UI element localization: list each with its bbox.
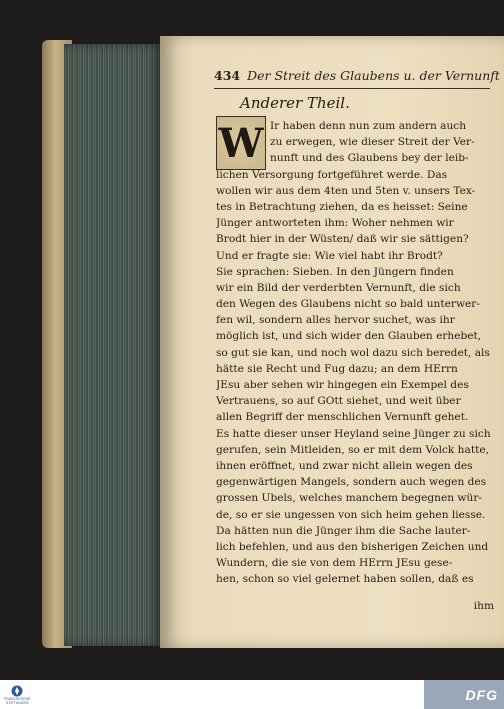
text-line: Jünger antworteten ihm: Woher nehmen wir: [216, 217, 454, 230]
book-page: [160, 36, 504, 648]
text-line: Sie sprachen: Sieben. In den Jüngern finden: [216, 265, 454, 278]
header-rule: [214, 88, 490, 89]
text-line: den Wegen des Glaubens nicht so bald unterwer-: [216, 298, 480, 311]
running-head: Der Streit des Glaubens u. der Vernunft: [247, 68, 500, 83]
text-line: Wundern, die sie von dem HErrn JEsu gese-: [216, 557, 453, 570]
dfg-logo-bar[interactable]: [424, 680, 504, 709]
text-line: Brodt hier in der Wüsten/ daß wir sie sättigen?: [216, 233, 469, 246]
text-line: de, so er sie ungessen von sich heim gehen liesse.: [216, 508, 486, 521]
text-line: zu erwegen, wie dieser Streit der Ver-: [270, 136, 475, 149]
text-line: tes in Betrachtung ziehen, da es heisset: Seine: [216, 200, 468, 213]
text-line: ihnen eröffnet, und zwar nicht allein wegen des: [216, 459, 473, 472]
text-line: lichen Versorgung fortgeführet werde. Das: [216, 168, 448, 181]
text-line: fen wil, sondern alles hervor suchet, was ihr: [216, 314, 455, 327]
institution-logo[interactable]: [4, 685, 30, 705]
text-line: Da hätten nun die Jünger ihm die Sache lauter-: [216, 524, 471, 537]
text-line: JEsu aber sehen wir hingegen ein Exempel des: [216, 379, 469, 391]
seal-icon: [11, 685, 23, 697]
text-line: Vertrauens, so auf GOtt siehet, und weit über: [216, 395, 461, 408]
text-line: allen Begriff der menschlichen Vernunft gehet.: [216, 411, 469, 424]
decorated-initial: W: [216, 116, 266, 170]
text-line: wir ein Bild der verderbten Vernunft, die sich: [216, 281, 461, 294]
text-line: wollen wir aus dem 4ten und 5ten v. unsers Tex-: [216, 184, 476, 197]
text-line: Ir haben denn nun zum andern auch: [270, 120, 467, 132]
text-line: so gut sie kan, und noch wol dazu sich beredet, als: [216, 346, 490, 359]
text-line: Es hatte dieser unser Heyland seine Jünger zu sich: [216, 427, 491, 440]
text-line: gegenwärtigen Mangels, sondern auch wegen des: [216, 476, 487, 489]
book: [42, 36, 504, 652]
section-title: Anderer Theil.: [240, 94, 350, 112]
text-line: grossen Ubels, welches manchem begegnen wür-: [216, 492, 482, 505]
text-line: möglich ist, und sich wider den Glauben erhebet,: [216, 330, 482, 343]
page-header: [214, 68, 498, 86]
body-text: [216, 118, 492, 587]
text-line: Und er fragte sie: Wie viel habt ihr Brodt?: [216, 249, 443, 262]
text-line: hätte sie Recht und Fug dazu; an dem HErrn: [216, 362, 458, 375]
page-number: 434: [214, 68, 241, 83]
text-line: hen, schon so viel gelernet haben sollen, daß es: [216, 573, 474, 586]
viewer-footer: [0, 680, 504, 709]
catchword: ihm: [473, 600, 494, 612]
page-edges: [64, 44, 164, 646]
text-line: lich befehlen, und aus den bisherigen Zeichen und: [216, 540, 489, 553]
text-line: nunft und des Glaubens bey der leib-: [270, 152, 469, 165]
text-line: gerufen, sein Mitleiden, so er mit dem Volck hatte,: [216, 443, 489, 456]
institution-name: FRANCKESCHE STIFTUNGEN: [4, 696, 31, 705]
dfg-logo: DFG: [465, 686, 498, 703]
